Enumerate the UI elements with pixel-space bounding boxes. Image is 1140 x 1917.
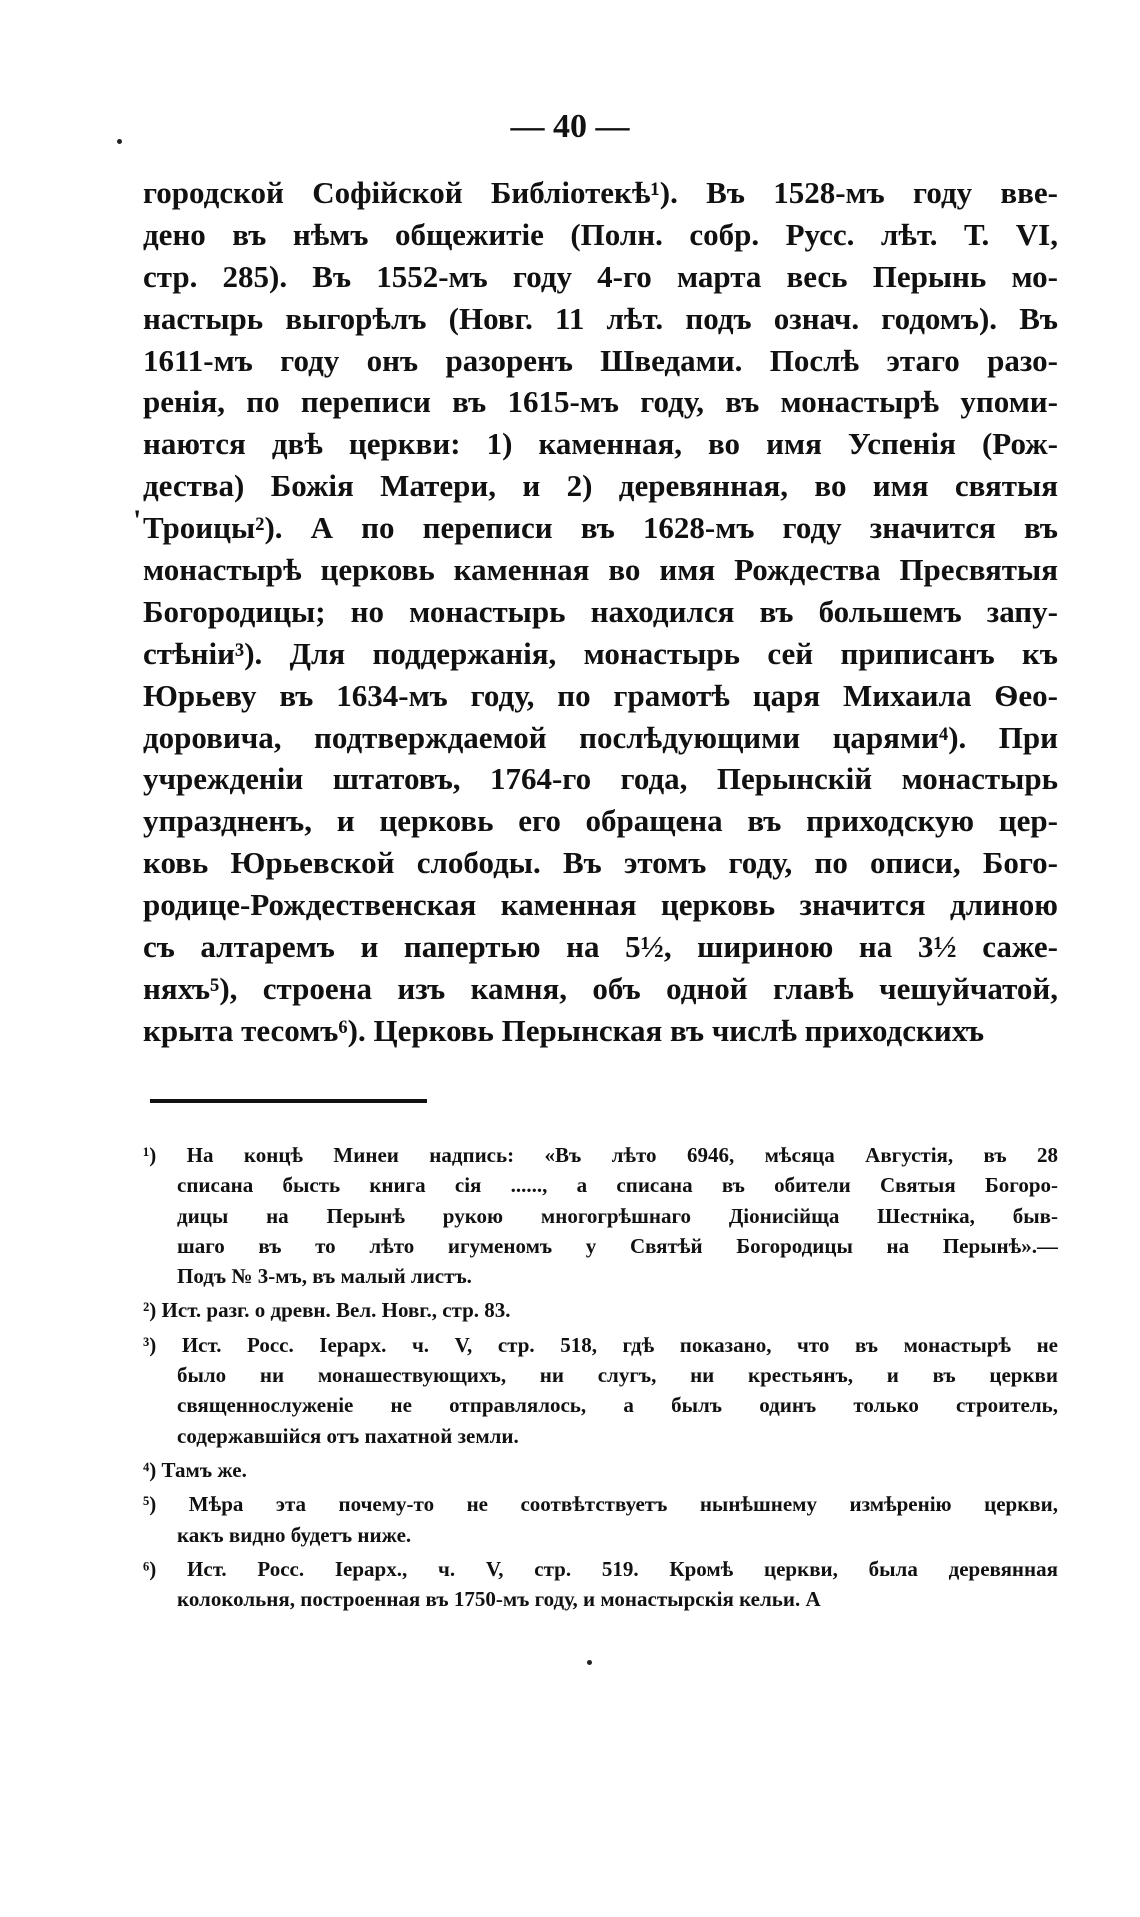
text-line: городской Софійской Библіотекѣ¹). Въ 1528-мъ году вве- [143, 175, 1058, 210]
text-line: Троицы²). А по переписи въ 1628-мъ году значится въ [143, 510, 1058, 546]
footnote-line: ³) Ист. Росс. Іерарх. ч. V, стр. 518, гдѣ показано, что въ монастырѣ не [143, 1332, 1058, 1357]
text-line: крыта тесомъ⁶). Церковь Перынская въ числѣ приходскихъ [143, 1012, 985, 1048]
text-line: дества) Божія Матери, и 2) деревянная, во имя святыя [143, 468, 1058, 504]
footnote-5 [143, 1489, 1058, 1550]
footnote-2 [143, 1295, 1058, 1325]
footnote-line: ⁶) Ист. Росс. Іерарх., ч. V, стр. 519. Кромѣ церкви, была деревянная [143, 1556, 1058, 1581]
text-line: дено въ нѣмъ общежитіе (Полн. собр. Русс. лѣт. Т. VI, [143, 216, 1058, 252]
text-line: ренія, по переписи въ 1615-мъ году, въ монастырѣ упоми- [143, 384, 1058, 420]
text-line: няхъ⁵), строена изъ камня, объ одной главѣ чешуйчатой, [143, 970, 1058, 1006]
text-line: съ алтаремъ и папертью на 5½, шириною на 3½ саже- [143, 929, 1058, 965]
footnote-line: шаго въ то лѣто игуменомъ у Святѣй Богородицы на Перынѣ».— [177, 1233, 1058, 1258]
text-line: ковь Юрьевской слободы. Въ этомъ году, по описи, Бого- [143, 845, 1058, 881]
footnotes-section [143, 1140, 1058, 1614]
footnote-line: списана бысть книга сія ......, а списана въ обители Святыя Богоро- [177, 1173, 1058, 1198]
text-line: Богородицы; но монастырь находился въ большемъ запу- [143, 593, 1058, 629]
text-line: стр. 285). Въ 1552-мъ году 4-го марта весь Перынь мо- [143, 258, 1058, 294]
text-line: монастырѣ церковь каменная во имя Рождества Пресвятыя [143, 552, 1058, 588]
text-line: доровича, подтверждаемой послѣдующими царями⁴). При [143, 719, 1058, 755]
footnote-line: ²) Ист. разг. о древн. Вел. Новг., стр. 83. [143, 1298, 511, 1323]
main-text-body [143, 172, 1058, 1052]
text-line: настырь выгорѣлъ (Новг. 11 лѣт. подъ означ. годомъ). Въ [143, 300, 1058, 336]
margin-dot-bottom [587, 1660, 592, 1665]
footnote-divider [150, 1099, 427, 1103]
footnote-line: Подъ № 3-мъ, въ малый листъ. [177, 1264, 472, 1289]
footnote-4 [143, 1455, 1058, 1485]
text-line: учрежденіи штатовъ, 1764-го года, Перынскій монастырь [143, 761, 1058, 797]
footnote-line: ⁴) Тамъ же. [143, 1457, 247, 1482]
text-line: наются двѣ церкви: 1) каменная, во имя Успенія (Рож- [143, 426, 1058, 462]
text-line: упраздненъ, и церковь его обращена въ приходскую цер- [143, 803, 1058, 839]
margin-tick-mark: ' [133, 504, 142, 537]
footnote-line: священнослуженіе не отправлялось, а былъ одинъ только строитель, [177, 1393, 1058, 1418]
footnote-line: колокольня, построенная въ 1750-мъ году, и монастырскія кельи. А [177, 1587, 821, 1612]
footnote-line: содержавшійся отъ пахатной земли. [177, 1423, 519, 1448]
text-line: Юрьеву въ 1634-мъ году, по грамотѣ царя Михаила Ѳео- [143, 677, 1058, 713]
footnote-line: было ни монашествующихъ, ни слугъ, ни крестьянъ, и въ церкви [177, 1363, 1058, 1388]
footnote-6 [143, 1554, 1058, 1615]
text-line: родице-Рождественская каменная церковь значится длиною [143, 887, 1058, 923]
text-line: стѣніи³). Для поддержанія, монастырь сей приписанъ къ [143, 635, 1058, 671]
text-line: 1611-мъ году онъ разоренъ Шведами. Послѣ этаго разо- [143, 342, 1058, 378]
footnote-3 [143, 1330, 1058, 1451]
footnote-line: дицы на Перынѣ рукою многогрѣшнаго Діонисійща Шестніка, быв- [177, 1203, 1058, 1228]
footnote-line: ¹) На концѣ Минеи надпись: «Въ лѣто 6946, мѣсяца Августія, въ 28 [143, 1143, 1058, 1167]
page-number: — 40 — [510, 108, 630, 145]
footnote-line: ⁵) Мѣра эта почему-то не соотвѣтствуетъ нынѣшнему измѣренію церкви, [143, 1492, 1058, 1517]
footnote-line: какъ видно будетъ ниже. [177, 1522, 412, 1547]
footnote-1 [143, 1140, 1058, 1291]
